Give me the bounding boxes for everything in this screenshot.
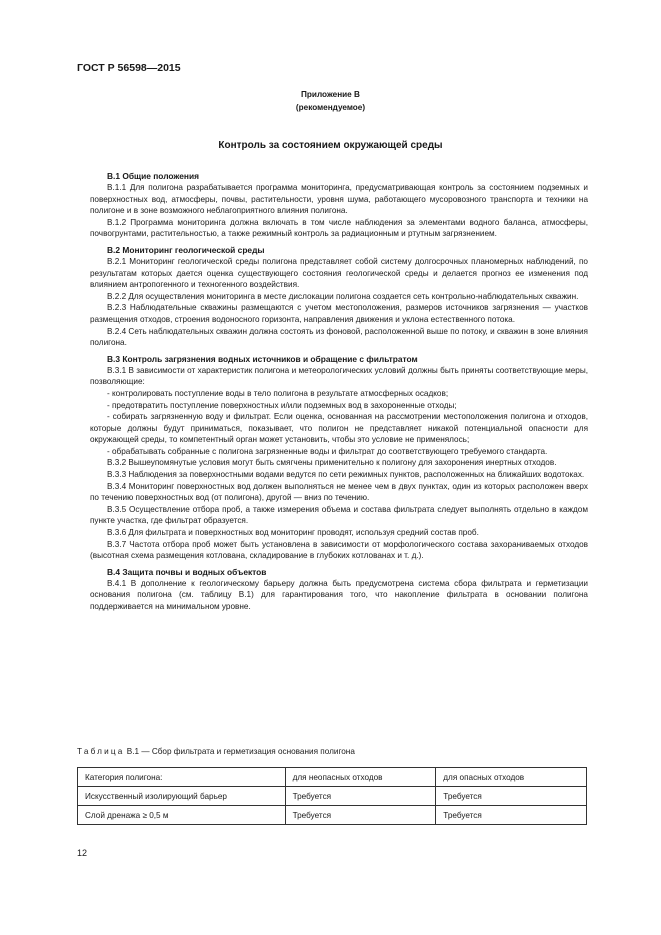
table-cell: Требуется (285, 787, 436, 806)
appendix-title: Приложение В (301, 90, 360, 99)
paragraph: В.1.2 Программа мониторинга должна включать в том числе наблюдения за элементами водного баланса, атмосферы, почвогрунтами, растительностью, а также режимный контроль за радиационным и ртутным загрязнением. (90, 217, 588, 239)
document-header: ГОСТ Р 56598—2015 (77, 62, 181, 74)
list-item: - обрабатывать собранные с полигона загрязненные воды и фильтрат до соответствующего требуемого стандарта. (107, 446, 548, 456)
table-caption-text: В.1 — Сбор фильтрата и герметизация основания полигона (124, 747, 355, 756)
paragraph: В.3.5 Осуществление отбора проб, а также измерения объема и состава фильтрата следует выполнять отдельно в каждом пункте участка, где фильтрат образуется. (90, 504, 588, 526)
table-row (78, 787, 587, 806)
main-title: Контроль за состоянием окружающей среды (218, 140, 443, 151)
paragraph: В.2.2 Для осуществления мониторинга в месте дислокации полигона создается сеть контрольно-наблюдательных скважин. (107, 291, 579, 301)
paragraph: В.3.6 Для фильтрата и поверхностных вод мониторинг проводят, используя средний состав проб. (107, 528, 479, 538)
table-cell: Требуется (436, 806, 587, 825)
paragraph: В.2.1 Мониторинг геологической среды полигона представляет собой систему долгосрочных планомерных наблюдений, по результатам которых дается оценка существующего состояния геологической среды и делается прогноз ее изменения под влиянием антропогенного и техногенного воздействия. (90, 256, 588, 290)
table-cell: Слой дренажа ≥ 0,5 м (78, 806, 286, 825)
paragraph: В.1.1 Для полигона разрабатывается программа мониторинга, предусматривающая контроль за состоянием подземных и поверхностных вод, атмосферы, почвы, растительности, уровня шума, работающего мусоровозного транспорта и техники на полигоне и в зоне возможного неблагоприятного влияния полигона. (90, 183, 588, 216)
paragraph: В.3.7 Частота отбора проб может быть установлена в зависимости от морфологического состава захораниваемых отходов (высотная схема размещения котлована, складирование в глубоких котлованах и т. д.). (90, 539, 588, 561)
table-cell: Требуется (285, 806, 436, 825)
table-caption (77, 747, 355, 756)
paragraph: В.2.3 Наблюдательные скважины размещаются с учетом местоположения, размеров источников загрязнения — участков размещения отходов, строения водоносного горизонта, направления движения и уклона естественного потока. (90, 303, 588, 324)
section-heading: В.4 Защита почвы и водных объектов (107, 566, 267, 577)
table-cell: для опасных отходов (436, 768, 587, 787)
table-cell: Категория полигона: (78, 768, 286, 787)
paragraph: В.3.1 В зависимости от характеристик полигона и метеорологических условий должны быть приняты соответствующие меры, позволяющие: (90, 365, 588, 387)
table-row (78, 806, 587, 825)
paragraph: В.3.3 Наблюдения за поверхностными водами ведутся по сети режимных пунктов, расположенных на ближайших водотоках. (107, 470, 585, 480)
table-caption-label: Таблица (77, 747, 125, 756)
paragraph: В.4.1 В дополнение к геологическому барьеру должна быть предусмотрена система сбора фильтрата и герметизации основания полигона (см. таблицу В.1) для гарантирования того, что накопление фильтрата в основании полигона поддерживается на минимальном уровне. (90, 578, 588, 611)
paragraph: В.3.2 Вышеупомянутые условия могут быть смягчены применительно к полигону для захоронения инертных отходов. (107, 458, 557, 468)
section-heading: В.2 Мониторинг геологической среды (107, 244, 265, 255)
body-text (90, 166, 588, 613)
table-cell: Требуется (436, 787, 587, 806)
table-cell: Искусственный изолирующий барьер (78, 787, 286, 806)
appendix-note: (рекомендуемое) (295, 103, 366, 112)
paragraph: В.3.4 Мониторинг поверхностных вод должен выполняться не менее чем в двух пунктах, один из которых расположен вверх по течению поверхностных вод (от полигона), другой — вниз по течению. (90, 481, 588, 503)
paragraph: В.2.4 Сеть наблюдательных скважин должна состоять из фоновой, расположенной выше по потоку, и скважин в зоне влияния полигона. (90, 326, 588, 348)
section-heading: В.1 Общие положения (107, 171, 200, 181)
table-row (78, 768, 587, 787)
table-cell: для неопасных отходов (285, 768, 436, 787)
list-item: - контролировать поступление воды в тело полигона в результате атмосферных осадков; (107, 388, 449, 398)
data-table (77, 767, 587, 825)
section-heading: В.3 Контроль загрязнения водных источников и обращение с фильтратом (107, 353, 418, 364)
page-number: 12 (77, 848, 88, 858)
list-item: - собирать загрязненную воду и фильтрат. Если оценка, основанная на рассмотрении местоположения полигона и отходов, которые должны будут приниматься, показывает, что полигон не представляет никакой потенциальной опасности для окружающей среды, то компетентный орган может установить, чтобы это условие не применялось; (90, 412, 588, 445)
list-item: - предотвратить поступление поверхностных и/или подземных вод в захороненные отходы; (107, 400, 457, 410)
